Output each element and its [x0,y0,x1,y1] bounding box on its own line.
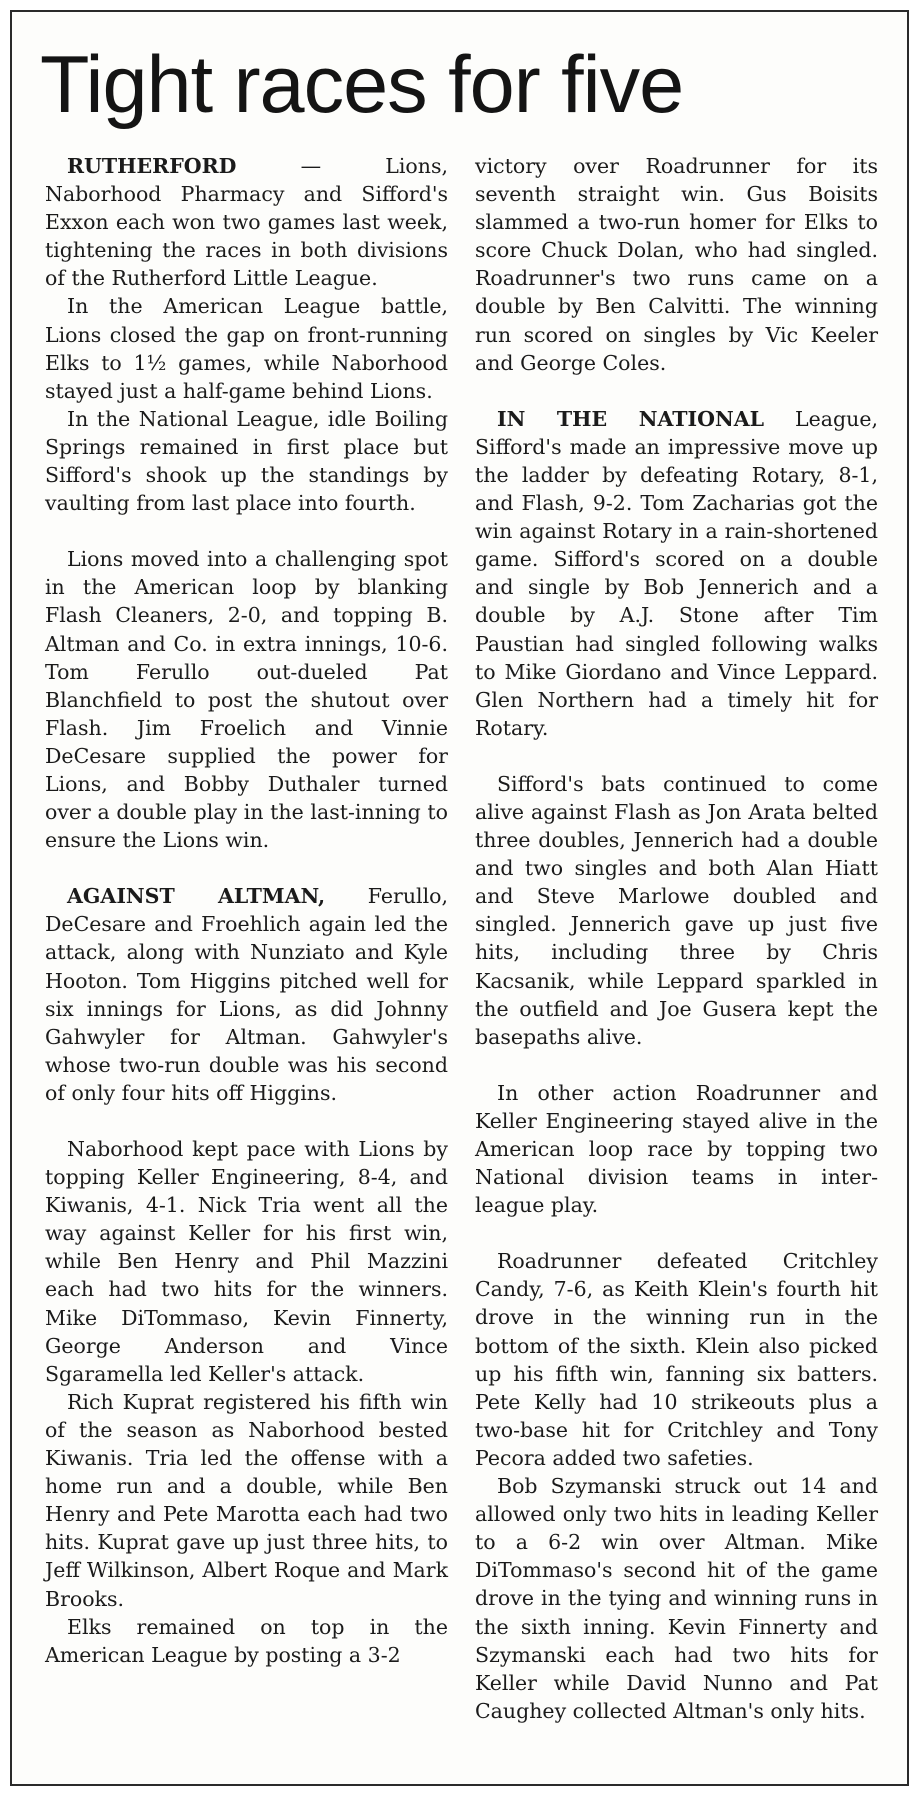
paragraph-text: victory over Roadrunner for its seventh straight win. Gus Boisits slammed a two-run homer for Elks to score Chuck Dolan, who had singled. Roadrunner's two runs came on a double by Ben Calvitti. The winning run scored on singles by Vic Keeler and George Coles. [475,154,878,375]
paragraph-text: In other action Roadrunner and Keller Engineering stayed alive in the American loop race by topping two National division teams in inter-league play. [475,1080,878,1218]
section-kicker: IN THE NATIONAL [497,406,765,431]
paragraph-text: In the National League, idle Boiling Springs remained in first place but Sifford's shook up the standings by vaulting from last place into fourth. [45,406,448,516]
paragraph-text: Roadrunner defeated Critchley Candy, 7-6, as Keith Klein's fourth hit drove in the winning run in the bottom of the sixth. Klein also picked up his fifth win, fanning six batters. Pete Kelly had 10 strikeouts plus a two-base hit for Critchley and Tony Pecora added two safeties. [475,1249,878,1470]
paragraph-text: League, Sifford's made an impressive move up the ladder by defeating Rotary, 8-1, and Flash, 9-2. Tom Zacharias got the win against Rotary in a rain-shortened game. Sifford's scored on a double and single by Bob Jennerich and a double by A.J. Stone after Tim Paustian had singled following walks to Mike Giordano and Vince Leppard. Glen Northern had a timely hit for Rotary. [475,406,878,740]
article-paragraph [45,882,448,1107]
article-paragraph [45,545,448,854]
article-paragraph [475,1247,878,1472]
paragraph-text: In the American League battle, Lions closed the gap on front-running Elks to 1½ games, while Naborhood stayed just a half-game behind Lions. [45,294,448,403]
article-paragraph [45,152,448,292]
paragraph-text: Ferullo, DeCesare and Froehlich again led the attack, along with Nunziato and Kyle Hooton. Tom Higgins pitched well for six innings for Lions, as did Johnny Gahwyler for Altman. Gahwyler's whose two-run double was his second of only four hits off Higgins. [45,884,448,1105]
article-paragraph [45,1613,448,1669]
paragraph-text: Sifford's bats continued to come alive against Flash as Jon Arata belted three doubles, Jennerich had a double and two singles and both Alan Hiatt and Steve Marlowe doubled and singled. Jennerich gave up just five hits, including three by Chris Kacsanik, while Leppard sparkled in the outfield and Joe Gusera kept the basepaths alive. [475,771,878,1049]
article-column-left [45,152,448,1669]
paragraph-text: Naborhood kept pace with Lions by topping Keller Engineering, 8-4, and Kiwanis, 4-1. Nick Tria went all the way against Keller for his first win, while Ben Henry and Phil Mazzini each had two hits for the winners. Mike DiTommaso, Kevin Finnerty, George Anderson and Vince Sgaramella led Keller's attack. [45,1137,448,1386]
article-paragraph [45,405,448,517]
article-paragraph [475,1472,878,1725]
article-paragraph [475,1079,878,1219]
paragraph-text: Bob Szymanski struck out 14 and allowed only two hits in leading Keller to a 6-2 win over Altman. Mike DiTommaso's second hit of the game drove in the tying and winning runs in the sixth inning. Kevin Finnerty and Szymanski each had two hits for Keller while David Nunno and Pat Caughey collected Altman's only hits. [475,1474,878,1723]
article-column-right [475,152,878,1725]
paragraph-text: Rich Kuprat registered his fifth win of the season as Naborhood bested Kiwanis. Tria led the offense with a home run and a double, while Ben Henry and Pete Marotta each had two hits. Kuprat gave up just three hits, to Jeff Wilkinson, Albert Roque and Mark Brooks. [45,1389,448,1611]
section-kicker: AGAINST ALTMAN, [67,884,326,909]
article-paragraph [475,405,878,742]
article-paragraph [475,152,878,377]
paragraph-text: Elks remained on top in the American League by posting a 3-2 [45,1614,448,1667]
article-paragraph [45,1388,448,1613]
paragraph-text: Lions moved into a challenging spot in the American loop by blanking Flash Cleaners, 2-0, and topping B. Altman and Co. in extra innings, 10-6. Tom Ferullo out-dueled Pat Blanchfield to post the shutout over Flash. Jim Froelich and Vinnie DeCesare supplied the power for Lions, and Bobby Duthaler turned over a double play in the last-inning to ensure the Lions win. [45,547,448,853]
section-kicker: RUTHERFORD [67,154,237,178]
headline: Tight races for five [40,40,684,130]
article-paragraph [45,292,448,404]
paragraph-text: — Lions, Naborhood Pharmacy and Sifford's Exxon each won two games last week, tightening the races in both divisions of the Rutherford Little League. [45,154,448,291]
article-paragraph [475,770,878,1051]
article-paragraph [45,1135,448,1388]
